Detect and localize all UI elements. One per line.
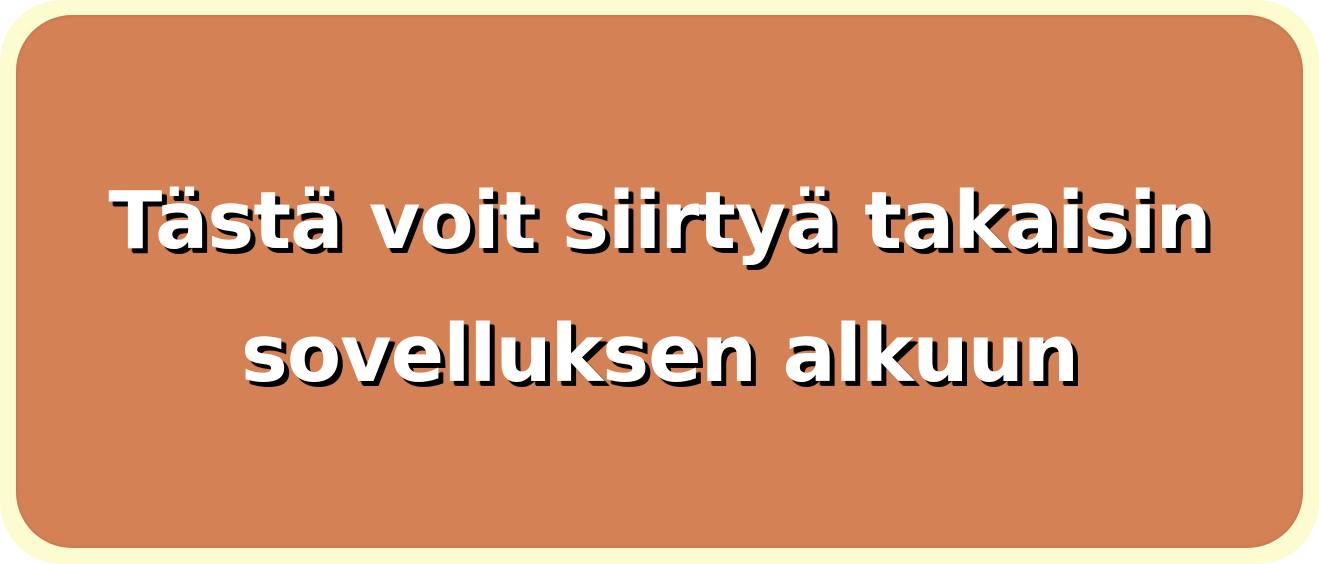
button-label xyxy=(108,155,1210,421)
button-label-line-1: Tästä voit siirtyä takaisin xyxy=(108,174,1211,267)
button-label-line-2: sovelluksen alkuun xyxy=(240,307,1079,400)
back-to-start-button[interactable] xyxy=(16,15,1303,548)
